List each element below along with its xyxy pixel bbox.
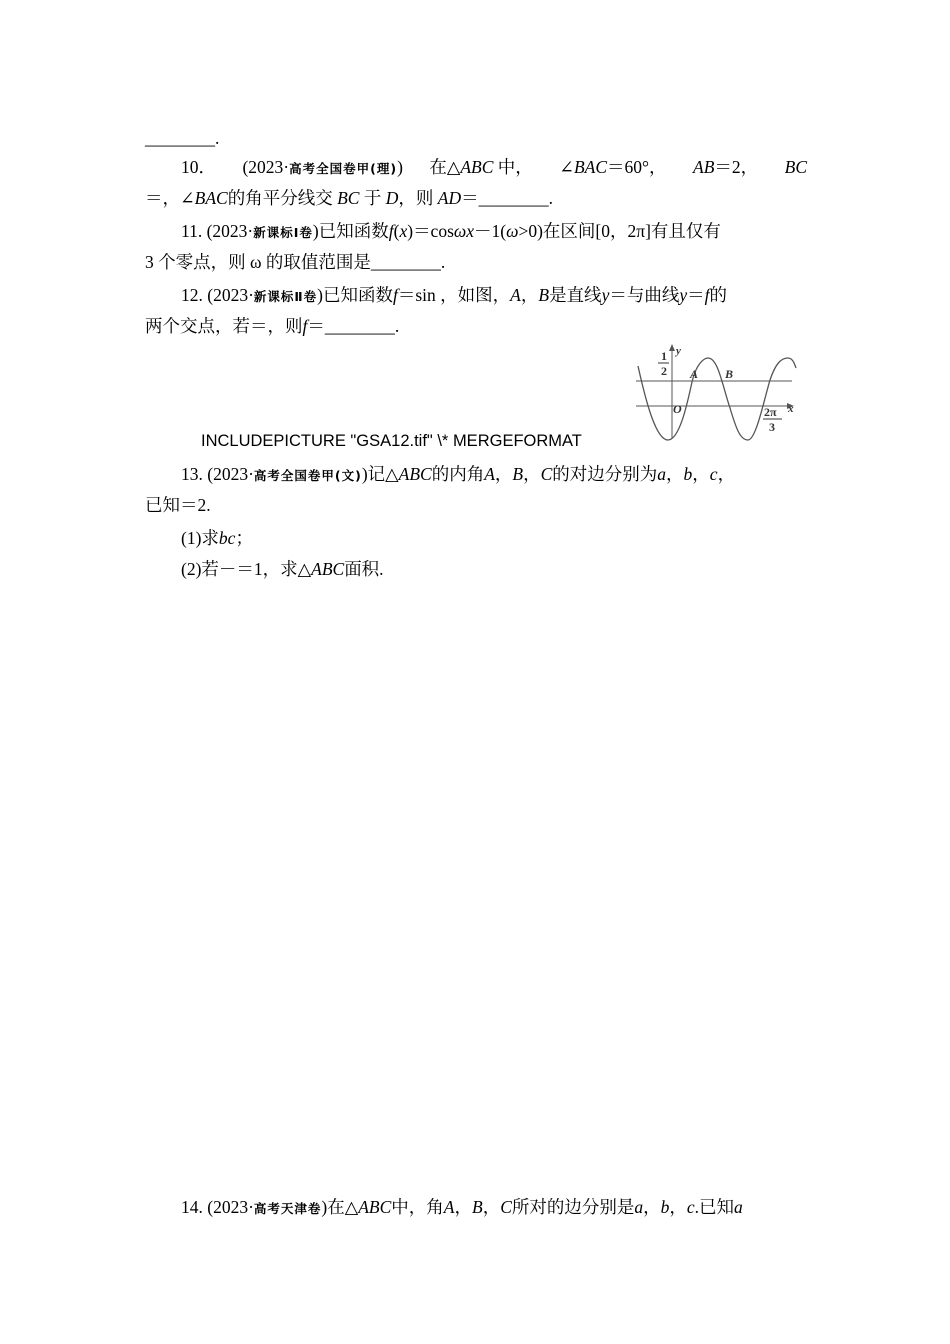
question-source: 高考天津卷 xyxy=(253,1201,322,1216)
question-12-line-1: 12. (2023·新课标Ⅱ卷)已知函数f＝sin ，如图，A，B是直线y＝与曲线y＝f的 xyxy=(181,285,727,305)
sine-graph-figure xyxy=(636,342,798,442)
question-10-line-1: 10． (2023·高考全国卷甲(理)) 在△ABC 中， ∠BAC＝60°， AB＝2， BC xyxy=(181,156,807,180)
label-point-a: A xyxy=(690,367,699,381)
question-source: 新课标Ⅰ卷 xyxy=(253,225,313,240)
question-11-line-2: 3 个零点，则 ω 的取值范围是________. xyxy=(145,252,446,272)
question-13-part-1: (1)求bc； xyxy=(181,528,253,548)
label-tick-denominator: 3 xyxy=(769,420,775,434)
answer-blank: ________ xyxy=(324,316,395,336)
label-origin: O xyxy=(673,402,682,416)
answer-blank: ________ xyxy=(478,188,549,208)
label-half-numerator: 1 xyxy=(661,349,667,363)
question-13-part-2: (2)若－＝1，求△ABC面积. xyxy=(181,559,384,579)
answer-blank: ________ xyxy=(370,252,441,272)
question-12-line-2: 两个交点，若＝，则f＝________. xyxy=(145,316,400,336)
question-13-line-1: 13. (2023·高考全国卷甲(文))记△ABC的内角A，B，C的对边分别为a，b，c， xyxy=(181,464,736,484)
y-axis-arrow xyxy=(669,344,675,351)
question-source: 新课标Ⅱ卷 xyxy=(253,289,318,304)
label-half-denominator: 2 xyxy=(661,364,667,378)
label-tick-numerator: 2π xyxy=(764,405,777,419)
question-number: 10． xyxy=(181,157,216,177)
question-14-line-1: 14. (2023·高考天津卷)在△ABC中，角A，B，C所对的边分别是a，b，c.已知a xyxy=(181,1197,743,1217)
question-source: (2023·高考全国卷甲(理)) xyxy=(242,157,403,177)
question-10-line-2: ＝，∠BAC的角平分线交 BC 于 D，则 AD＝________. xyxy=(145,188,553,208)
label-y: y xyxy=(676,345,681,357)
label-x: x xyxy=(788,403,794,415)
question-13-line-2: 已知＝2. xyxy=(145,495,211,515)
label-point-b: B xyxy=(725,367,734,381)
leading-blank: ________. xyxy=(145,128,220,148)
question-11-line-1: 11. (2023·新课标Ⅰ卷)已知函数f(x)＝cosωx－1(ω>0)在区间[0，2π]有且仅有 xyxy=(181,221,721,241)
question-source: 高考全国卷甲(文) xyxy=(253,468,362,483)
includepicture-field-code: INCLUDEPICTURE "GSA12.tif" \* MERGEFORMAT xyxy=(201,432,582,450)
